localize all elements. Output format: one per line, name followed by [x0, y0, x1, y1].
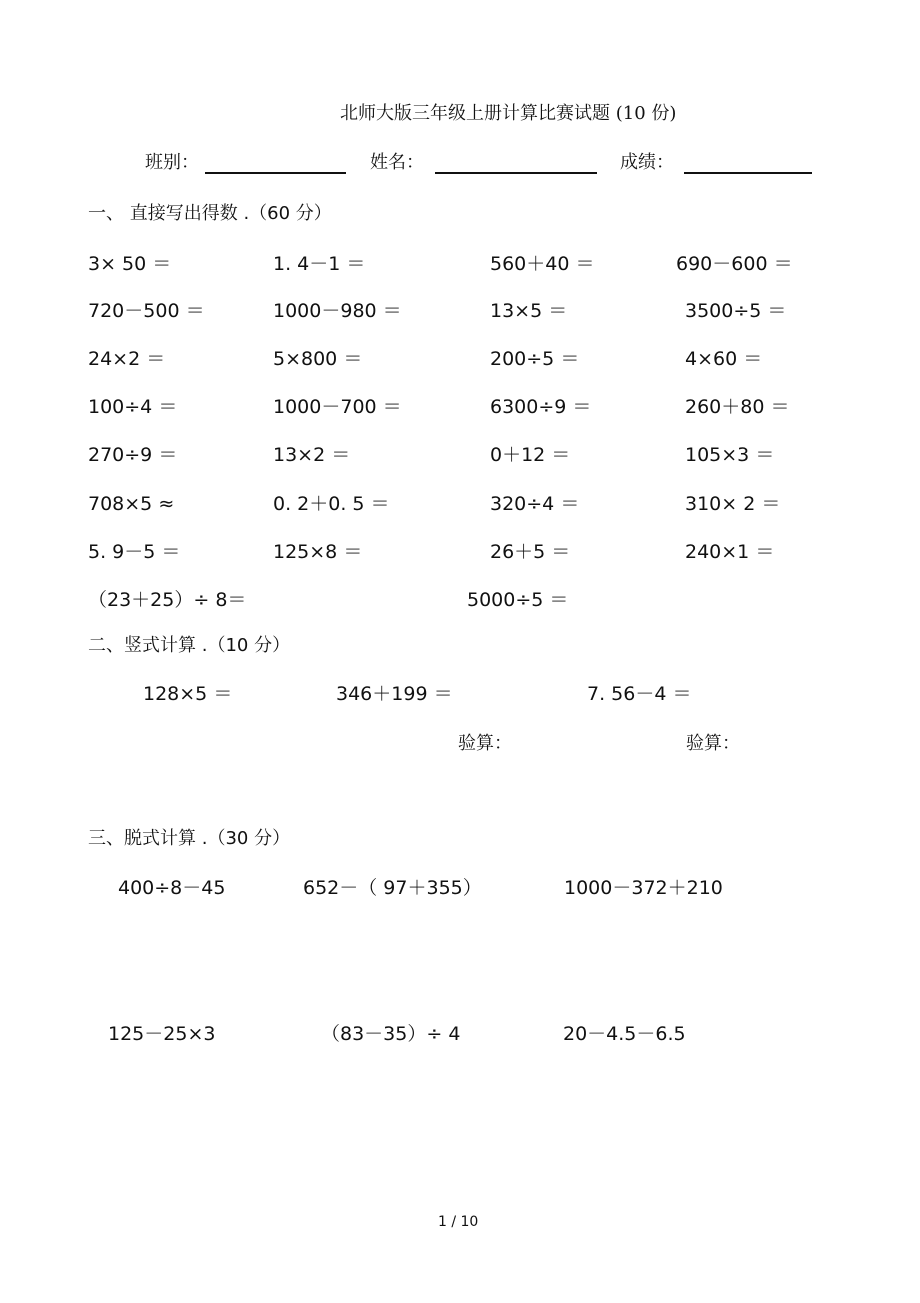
- class-label: 班别：: [145, 152, 199, 173]
- stepwise-problem: 652－（ 97＋355）: [303, 877, 482, 899]
- problem: 0＋12 ＝: [490, 444, 571, 466]
- problem: 4×60 ＝: [685, 348, 763, 370]
- problem: 26＋5 ＝: [490, 541, 571, 563]
- problem: 105×3 ＝: [685, 444, 775, 466]
- problem: 5000÷5 ＝: [467, 589, 569, 611]
- problem: 5. 9－5 ＝: [88, 541, 181, 563]
- problem: 200÷5 ＝: [490, 348, 580, 370]
- section1-heading: 一、 直接写出得数 .（60 分）: [88, 203, 332, 224]
- check-label: 验算：: [458, 733, 512, 754]
- class-blank: [205, 172, 346, 174]
- section3-heading: 三、脱式计算 .（30 分）: [88, 828, 291, 849]
- stepwise-problem: 1000－372＋210: [564, 877, 723, 899]
- problem: 0. 2＋0. 5 ＝: [273, 493, 390, 515]
- problem: 3500÷5 ＝: [685, 300, 787, 322]
- problem: 1000－980 ＝: [273, 300, 402, 322]
- problem: 24×2 ＝: [88, 348, 166, 370]
- problem: （23＋25）÷ 8＝: [88, 589, 247, 611]
- stepwise-problem: 125－25×3: [108, 1023, 216, 1045]
- vertical-problem: 7. 56－4 ＝: [587, 683, 692, 705]
- problem: 708×5 ≈: [88, 493, 175, 515]
- page-number: 1 / 10: [438, 1214, 479, 1230]
- problem: 560＋40 ＝: [490, 253, 595, 275]
- check-label: 验算：: [686, 733, 740, 754]
- problem: 1000－700 ＝: [273, 396, 402, 418]
- stepwise-problem: 400÷8－45: [118, 877, 226, 899]
- problem: 100÷4 ＝: [88, 396, 178, 418]
- problem: 13×5 ＝: [490, 300, 568, 322]
- problem: 270÷9 ＝: [88, 444, 178, 466]
- problem: 690－600 ＝: [676, 253, 793, 275]
- problem: 260＋80 ＝: [685, 396, 790, 418]
- problem: 1. 4－1 ＝: [273, 253, 366, 275]
- problem: 320÷4 ＝: [490, 493, 580, 515]
- name-label: 姓名：: [370, 152, 424, 173]
- problem: 6300÷9 ＝: [490, 396, 592, 418]
- stepwise-problem: 20－4.5－6.5: [563, 1023, 686, 1045]
- page-title: 北师大版三年级上册计算比赛试题 (10 份): [340, 103, 677, 124]
- section2-heading: 二、竖式计算 .（10 分）: [88, 635, 291, 656]
- score-label: 成绩：: [620, 152, 674, 173]
- problem: 13×2 ＝: [273, 444, 351, 466]
- vertical-problem: 128×5 ＝: [143, 683, 233, 705]
- problem: 240×1 ＝: [685, 541, 775, 563]
- score-blank: [684, 172, 812, 174]
- problem: 310× 2 ＝: [685, 493, 781, 515]
- stepwise-problem: （83－35）÷ 4: [321, 1023, 461, 1045]
- name-blank: [435, 172, 597, 174]
- problem: 125×8 ＝: [273, 541, 363, 563]
- problem: 720－500 ＝: [88, 300, 205, 322]
- problem: 5×800 ＝: [273, 348, 363, 370]
- problem: 3× 50 ＝: [88, 253, 172, 275]
- vertical-problem: 346＋199 ＝: [336, 683, 453, 705]
